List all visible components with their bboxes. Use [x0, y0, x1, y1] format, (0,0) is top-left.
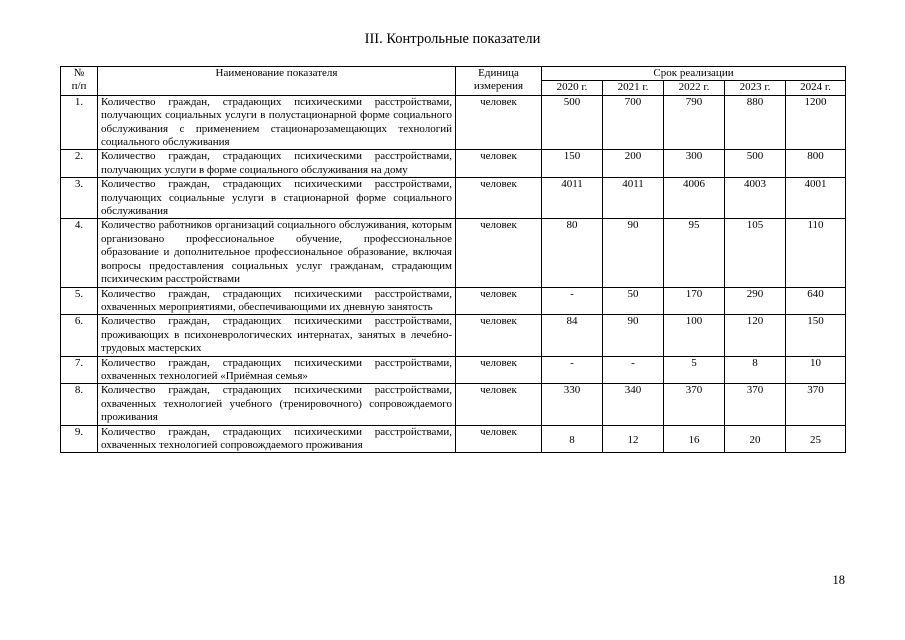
value-cell: 370 — [664, 384, 725, 425]
value-cell: 640 — [786, 287, 846, 315]
table-row — [61, 384, 846, 425]
header-year: 2020 г. — [542, 81, 603, 95]
unit-cell: человек — [456, 219, 542, 287]
header-unit: Единица измерения — [456, 67, 542, 96]
value-cell: 4011 — [603, 178, 664, 219]
indicator-name: Количество граждан, страдающих психическими расстройствами, получающих услуги в форме социального обслуживания на дому — [98, 150, 456, 178]
value-cell: 25 — [786, 425, 846, 453]
value-cell: 150 — [542, 150, 603, 178]
value-cell: 340 — [603, 384, 664, 425]
unit-cell: человек — [456, 356, 542, 384]
row-number: 4. — [61, 219, 98, 287]
indicator-name: Количество граждан, страдающих психическими расстройствами, охваченных технологией сопровождаемого проживания — [98, 425, 456, 453]
row-number: 2. — [61, 150, 98, 178]
row-number: 3. — [61, 178, 98, 219]
row-number: 9. — [61, 425, 98, 453]
unit-cell: человек — [456, 315, 542, 356]
value-cell: - — [542, 287, 603, 315]
indicator-name: Количество работников организаций социального обслуживания, которым организовано профессиональное обучение, профессиональное образование и дополнительное профессиональное образование, включая вопросы предоставления социальных услуг гражданам, страдающим психическим расстройствами — [98, 219, 456, 287]
indicator-name: Количество граждан, страдающих психическими расстройствами, охваченных технологией «Приёмная семья» — [98, 356, 456, 384]
table-row — [61, 150, 846, 178]
value-cell: 110 — [786, 219, 846, 287]
row-number: 7. — [61, 356, 98, 384]
header-num: № п/п — [61, 67, 98, 96]
value-cell: 200 — [603, 150, 664, 178]
indicators-table — [60, 66, 846, 453]
value-cell: 80 — [542, 219, 603, 287]
unit-cell: человек — [456, 178, 542, 219]
header-year: 2023 г. — [725, 81, 786, 95]
value-cell: 95 — [664, 219, 725, 287]
value-cell: 5 — [664, 356, 725, 384]
unit-cell: человек — [456, 425, 542, 453]
indicators-body — [61, 95, 846, 453]
value-cell: 10 — [786, 356, 846, 384]
table-row — [61, 356, 846, 384]
value-cell: 700 — [603, 95, 664, 150]
table-row — [61, 95, 846, 150]
value-cell: 8 — [725, 356, 786, 384]
value-cell: 800 — [786, 150, 846, 178]
table-row — [61, 425, 846, 453]
table-row — [61, 315, 846, 356]
value-cell: 4001 — [786, 178, 846, 219]
header-name: Наименование показателя — [98, 67, 456, 96]
header-period: Срок реализации — [542, 67, 846, 81]
row-number: 8. — [61, 384, 98, 425]
value-cell: 370 — [786, 384, 846, 425]
value-cell: 150 — [786, 315, 846, 356]
value-cell: 4003 — [725, 178, 786, 219]
value-cell: 880 — [725, 95, 786, 150]
value-cell: 1200 — [786, 95, 846, 150]
value-cell: 4006 — [664, 178, 725, 219]
row-number: 6. — [61, 315, 98, 356]
unit-cell: человек — [456, 150, 542, 178]
indicator-name: Количество граждан, страдающих психическими расстройствами, охваченных технологией учебного (тренировочного) сопровождаемого проживания — [98, 384, 456, 425]
value-cell: - — [603, 356, 664, 384]
unit-cell: человек — [456, 95, 542, 150]
unit-cell: человек — [456, 384, 542, 425]
header-year: 2022 г. — [664, 81, 725, 95]
value-cell: 290 — [725, 287, 786, 315]
indicator-name: Количество граждан, страдающих психическими расстройствами, охваченных мероприятиями, обеспечивающими их дневную занятость — [98, 287, 456, 315]
header-year: 2021 г. — [603, 81, 664, 95]
page-number: 18 — [832, 573, 845, 587]
value-cell: 500 — [725, 150, 786, 178]
value-cell: 12 — [603, 425, 664, 453]
value-cell: 4011 — [542, 178, 603, 219]
value-cell: 170 — [664, 287, 725, 315]
table-row — [61, 178, 846, 219]
value-cell: - — [542, 356, 603, 384]
value-cell: 330 — [542, 384, 603, 425]
unit-cell: человек — [456, 287, 542, 315]
value-cell: 84 — [542, 315, 603, 356]
row-number: 1. — [61, 95, 98, 150]
table-row — [61, 287, 846, 315]
section-title: III. Контрольные показатели — [364, 31, 541, 47]
value-cell: 90 — [603, 315, 664, 356]
header-year: 2024 г. — [786, 81, 846, 95]
value-cell: 16 — [664, 425, 725, 453]
row-number: 5. — [61, 287, 98, 315]
value-cell: 8 — [542, 425, 603, 453]
table-row — [61, 219, 846, 287]
value-cell: 20 — [725, 425, 786, 453]
value-cell: 120 — [725, 315, 786, 356]
indicator-name: Количество граждан, страдающих психическими расстройствами, проживающих в психоневрологических интернатах, занятых в лечебно-трудовых мастерских — [98, 315, 456, 356]
value-cell: 370 — [725, 384, 786, 425]
value-cell: 50 — [603, 287, 664, 315]
value-cell: 300 — [664, 150, 725, 178]
value-cell: 90 — [603, 219, 664, 287]
value-cell: 790 — [664, 95, 725, 150]
value-cell: 500 — [542, 95, 603, 150]
value-cell: 105 — [725, 219, 786, 287]
indicator-name: Количество граждан, страдающих психическими расстройствами, получающих социальных услуги в полустационарной форме социального обслуживания с применением стационарозамещающих технологий социального обслуживания — [98, 95, 456, 150]
indicator-name: Количество граждан, страдающих психическими расстройствами, получающих социальные услуги в стационарной форме социального обслуживания — [98, 178, 456, 219]
value-cell: 100 — [664, 315, 725, 356]
